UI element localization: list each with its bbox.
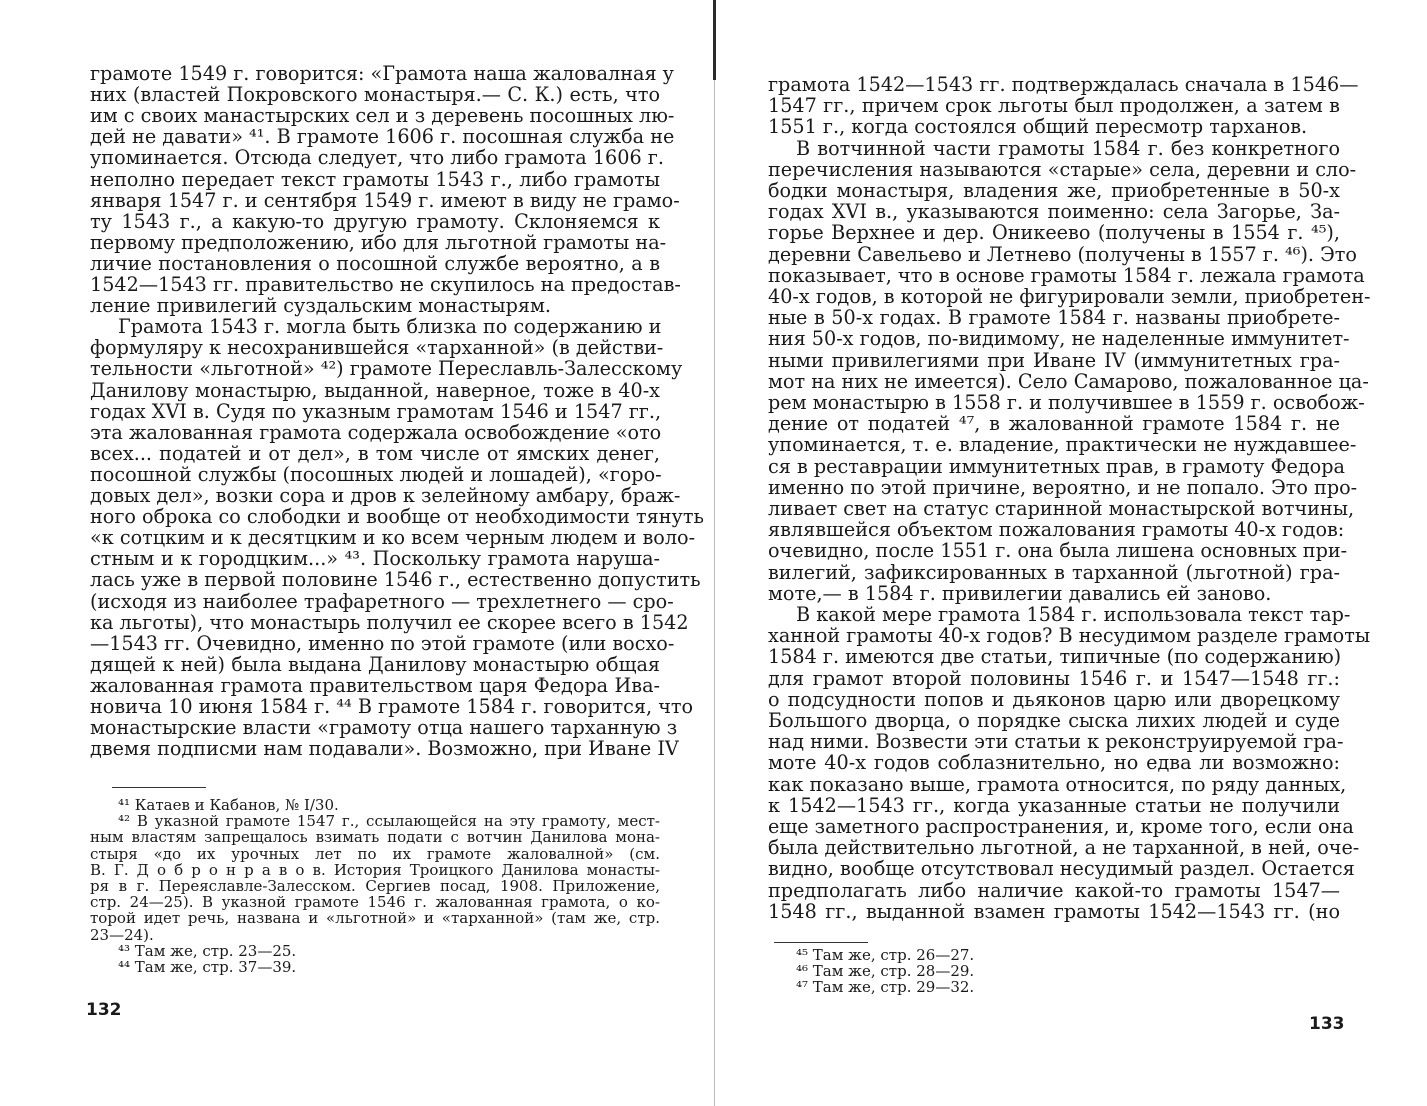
footnote-line: ⁴⁷ Там же, стр. 29—32. (796, 978, 975, 997)
text-line: очевидно, после 1551 г. она была лишена основных при- (768, 539, 1348, 563)
text-line: бодки монастыря, владения же, приобретенные в 50-х (768, 179, 1340, 202)
text-line: над ними. Возвести эти статьи к реконструируемой гра- (768, 730, 1344, 754)
text-line: грамоте 1549 г. говорится: «Грамота наша жаловалная у (90, 62, 674, 85)
text-line: перечисления называются «старые» села, деревни и сло- (768, 157, 1357, 181)
footnote-rule (112, 787, 206, 788)
text-line: годах XVI в., указываются поименно: села Загорье, За- (768, 200, 1340, 224)
text-line: —1543 гг. Очевидно, именно по этой грамоте (или восхо- (90, 631, 675, 655)
text-line: ния 50-х годов, по-видимому, не наделенные иммунитет- (768, 327, 1350, 351)
text-line: первому предположению, ибо для льготной грамоты на- (90, 230, 667, 254)
footnote-line: ⁴⁶ Там же, стр. 28—29. (796, 962, 975, 981)
text-line: именно по этой причине, вероятно, и не попало. Это про- (768, 475, 1358, 499)
footnote-line: ⁴² В указной грамоте 1547 г., ссылающейся на эту грамоту, мест- (118, 812, 660, 831)
text-line: В вотчинной части грамоты 1584 г. без конкретного (796, 136, 1340, 160)
text-line: ного оброка со слободки и вообще от необходимости тянуть (90, 505, 704, 529)
text-line: упоминается, т. е. владение, практически не нуждавшее- (768, 433, 1357, 457)
footnote-line: ⁴⁴ Там же, стр. 37—39. (118, 958, 297, 976)
footnote-rule (774, 942, 868, 943)
text-line: них (властей Покровского монастыря.— С. К.) есть, что (90, 83, 660, 107)
book-spine (713, 0, 716, 80)
text-line: тельности «льготной» ⁴²) грамоте Переславль-Залесскому (90, 357, 683, 381)
text-line: дей не давати» ⁴¹. В грамоте 1606 г. посошная служба не (90, 125, 675, 149)
text-line: ка льготы), что монастырь получил ее скорее всего в 1542 (90, 610, 689, 634)
text-line: 40-х годов, в которой не фигурировали земли, приобретен- (768, 285, 1371, 308)
footnote-line: торой идет речь, названа и «льготной» и «тарханной» (там же, стр. (90, 909, 660, 928)
text-line: рем монастырю в 1558 г. и получившее в 1559 г. освобож- (768, 391, 1365, 414)
text-line: о подсудности попов и дьяконов царю или дворецкому (768, 687, 1340, 711)
text-line: стным и к городцким...» ⁴³. Поскольку грамота наруша- (90, 547, 660, 571)
text-line: 1551 г., когда состоялся общий пересмотр тарханов. (768, 115, 1308, 139)
footnote-line: ⁴³ Там же, стр. 23—25. (118, 941, 297, 960)
text-line: довых дел», возки сора и дров к зелейному амбару, браж- (90, 484, 681, 507)
text-line: показывает, что в основе грамоты 1584 г. лежала грамота (768, 263, 1365, 287)
text-line: 1542—1543 гг. правительство не скупилось на предостав- (90, 273, 681, 296)
text-line: 1547 гг., причем срок льготы был продолжен, а затем в (768, 94, 1340, 118)
text-line: грамота 1542—1543 гг. подтверждалась сначала в 1546— (768, 73, 1359, 96)
text-line: еще заметного распространения, и, кроме того, если она (768, 815, 1354, 838)
text-line: личие постановления о посошной службе вероятно, а в (90, 251, 660, 275)
text-line: являвшейся объектом пожалования грамоты 40-х годов: (768, 518, 1345, 542)
text-line: моте,— в 1584 г. привилегии давались ей заново. (768, 581, 1272, 605)
text-line: вилегий, зафиксированных в тарханной (льготной) гра- (768, 560, 1340, 584)
text-line: для грамот второй половины 1546 г. и 1547—1548 гг.: (768, 666, 1340, 690)
text-line: ными привилегиями при Иване IV (иммунитетных гра- (768, 348, 1340, 372)
page-number: 133 (1309, 1014, 1345, 1034)
text-line: мот на них не имеется). Село Самарово, пожалованное ца- (768, 369, 1369, 393)
text-line: видно, вообще отсутствовал несудимый раздел. Остается (768, 857, 1355, 881)
text-line: новича 10 июня 1584 г. ⁴⁴ В грамоте 1584 г. говорится, что (90, 695, 694, 718)
text-line: (исходя из наиболее трафаретного — трехлетнего — сро- (90, 589, 674, 613)
footnote-line: ным властям запрещалось взимать подати с вотчин Данилова мона- (90, 828, 660, 847)
footnote-line: стр. 24—25). В указной грамоте 1546 г. жалованная грамота, о ко- (90, 893, 660, 912)
text-line: посошной службы (посошных людей и лошадей), «горо- (90, 462, 662, 486)
footnote-line: ря в г. Переяславле-Залесском. Сергиев посад, 1908. Приложение, (90, 877, 660, 895)
text-line: моте 40-х годов соблазнительно, но едва ли возможно: (768, 751, 1340, 775)
page-number: 132 (86, 1000, 122, 1020)
text-line: предполагать либо наличие какой-то грамоты 1547— (768, 878, 1340, 902)
text-line: формуляру к несохранившейся «тарханной» (в действи- (90, 336, 664, 360)
book-gutter (714, 80, 715, 1106)
text-line: дящей к ней) была выдана Данилову монастырю общая (90, 652, 660, 676)
text-line: «к сотцким и к десятцким и ко всем черным людем и воло- (90, 526, 696, 550)
text-line: всех... податей и от дел», в том числе от ямских денег, (90, 441, 660, 465)
text-line: Грамота 1543 г. могла быть близка по содержанию и (118, 315, 662, 339)
footnote-line: ⁴¹ Катаев и Кабанов, № I/30. (118, 796, 339, 814)
text-line: как показано выше, грамота относится, по ряду данных, (768, 772, 1347, 796)
text-line: им с своих манастырских сел и з деревень посошных лю- (90, 104, 675, 128)
footnote-line: ⁴⁵ Там же, стр. 26—27. (796, 946, 975, 964)
text-line: упоминается. Отсюда следует, что либо грамота 1606 г. (90, 146, 664, 170)
footnote-line: 23—24). (90, 925, 154, 944)
text-line: Данилову монастырю, выданной, наверное, тоже в 40-х (90, 378, 660, 402)
text-line: 1584 г. имеются две статьи, типичные (по содержанию) (768, 645, 1342, 669)
text-line: к 1542—1543 гг., когда указанные статьи не получили (768, 793, 1340, 817)
text-line: 1548 гг., выданной взамен грамоты 1542—1543 гг. (но (768, 899, 1340, 923)
text-line: Большого дворца, о порядке сыска лихих людей и суде (768, 709, 1340, 732)
text-line: горье Верхнее и дер. Оникеево (получены в 1554 г. ⁴⁵), (768, 221, 1340, 245)
text-line: деревни Савельево и Летнево (получены в 1557 г. ⁴⁶). Это (768, 242, 1357, 266)
text-line: неполно передает текст грамоты 1543 г., либо грамоты (90, 167, 660, 191)
text-line: жалованная грамота правительством царя Федора Ива- (90, 673, 660, 697)
footnote-line: стыря «до их урочных лет по их грамоте жаловалной» (см. (90, 844, 660, 863)
text-line: годах XVI в. Судя по указным грамотам 1546 и 1547 гг., (90, 399, 662, 423)
footnote-line: В. Г. Д о б р о н р а в о в. История Троицкого Данилова монасты- (90, 860, 660, 879)
text-line: В какой мере грамота 1584 г. использовала текст тар- (796, 603, 1351, 626)
text-line: ся в реставрации иммунитетных прав, в грамоту Федора (768, 454, 1345, 478)
text-line: лась уже в первой половине 1546 г., естественно допустить (90, 568, 701, 592)
text-line: ту 1543 г., а какую-то другую грамоту. Склоняемся к (90, 209, 660, 233)
text-line: эта жалованная грамота содержала освобождение «ото (90, 420, 662, 444)
text-line: ные в 50-х годах. В грамоте 1584 г. названы приобрете- (768, 306, 1340, 330)
text-line: ханной грамоты 40-х годов? В несудимом разделе грамоты (768, 624, 1371, 648)
text-line: ливает свет на статус старинной монастырской вотчины, (768, 497, 1355, 520)
text-line: двемя подписми нам подавали». Возможно, при Иване IV (90, 737, 679, 761)
text-line: монастырские власти «грамоту отца нашего тарханную з (90, 716, 678, 740)
text-line: была действительно льготной, а не тарханной, в ней, оче- (768, 836, 1360, 860)
text-line: дение от податей ⁴⁷, в жалованной грамоте 1584 г. не (768, 412, 1340, 436)
text-line: января 1547 г. и сентября 1549 г. имеют в виду не грамо- (90, 188, 680, 212)
text-line: ление привилегий суздальским монастырям. (90, 294, 551, 318)
